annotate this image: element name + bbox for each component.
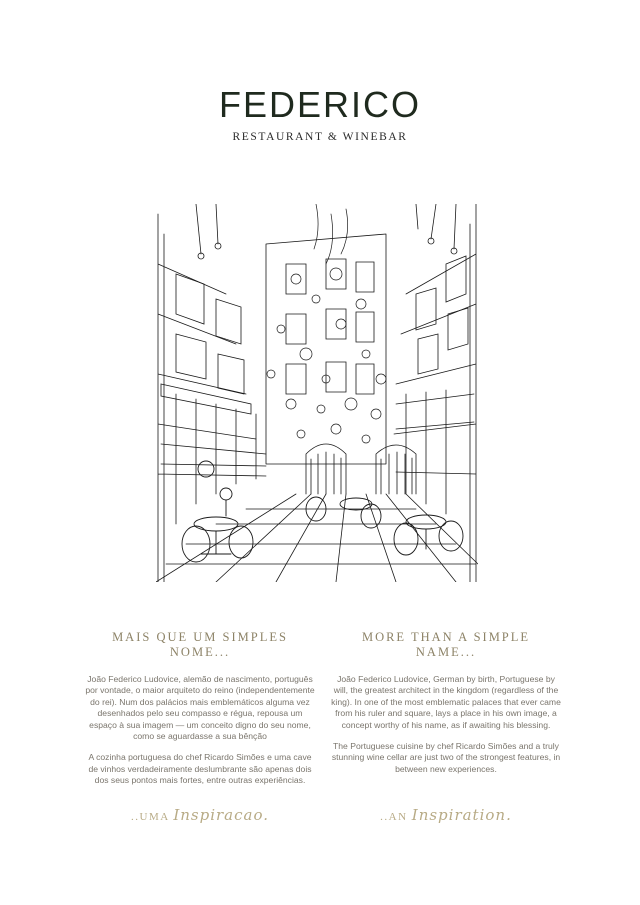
english-signature-script: Inspiration. xyxy=(411,806,512,824)
portuguese-text-column xyxy=(84,630,316,797)
portuguese-signature xyxy=(84,806,316,824)
portuguese-heading: MAIS QUE UM SIMPLES NOME... xyxy=(112,630,288,659)
portuguese-signature-prefix: ..UMA xyxy=(131,811,170,823)
english-heading: MORE THAN A SIMPLE NAME... xyxy=(361,630,531,659)
english-text-column xyxy=(330,630,562,785)
english-signature xyxy=(330,806,562,824)
english-paragraph-1: João Federico Ludovice, German by birth, Portuguese by will, the greatest architect in the kingdom (regardless of the king). In one of the most emblematic palaces that ever came from his ruler and square, lays a place in his own image, a concept worthy of his name, as if awaiting his blessing. xyxy=(331,674,561,730)
portuguese-signature-script: Inspiracao. xyxy=(173,806,269,824)
portuguese-paragraph-1: João Federico Ludovice, alemão de nascimento, português por vontade, o maior arquiteto do reino (independentemente do rei). Num dos palácios mais emblemáticos alguma vez desenhados pelo seu compasso e régua, repousa um espaço à sua imagem — um conceito digno do seu nome, como se aguardasse a sua bênção xyxy=(85,674,315,742)
english-paragraph-2: The Portuguese cuisine by chef Ricardo Simões and a truly stunning wine cellar are just two of the strongest features, in between new experiences. xyxy=(331,741,561,774)
courtyard-sketch-illustration xyxy=(156,204,478,582)
portuguese-paragraph-2: A cozinha portuguesa do chef Ricardo Simões e uma cave de vinhos verdadeiramente deslumbrante são apenas dois dos seus pontos mais fortes, entre outras experiências. xyxy=(88,752,312,786)
brand-subtitle: RESTAURANT & WINEBAR xyxy=(232,131,408,143)
english-signature-prefix: ..AN xyxy=(380,811,408,823)
brand-logo: FEDERICO xyxy=(218,84,421,125)
